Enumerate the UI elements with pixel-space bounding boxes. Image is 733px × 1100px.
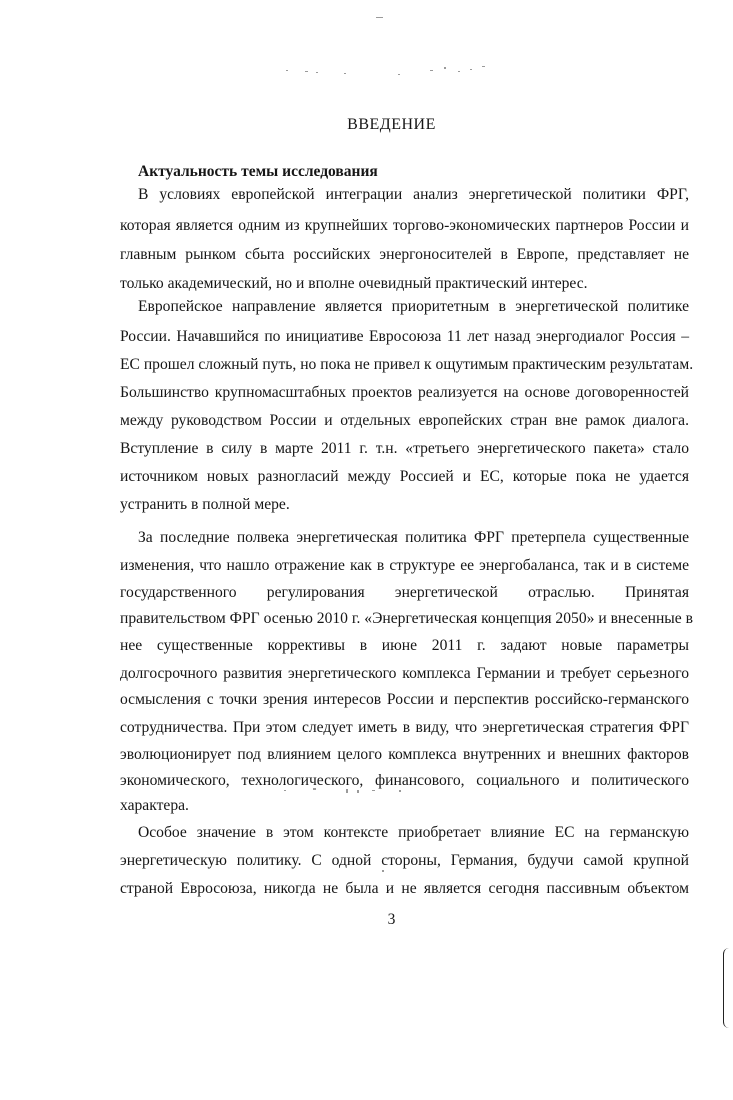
text-line: изменения, что нашло отражение как в структуре ее энергобаланса, так и в системе: [120, 557, 689, 574]
text-line: правительством ФРГ осенью 2010 г. «Энергетическая концепция 2050» и внесенные в: [120, 610, 693, 627]
text-line: устранить в полной мере.: [120, 496, 290, 513]
section-heading: Актуальность темы исследования: [138, 163, 378, 180]
scan-artifact: [286, 70, 288, 71]
text-line: источником новых разногласий между Россией и ЕС, которые пока не удается: [120, 468, 689, 485]
text-line: характера.: [120, 797, 189, 814]
text-line: Большинство крупномасштабных проектов реализуется на основе договоренностей: [120, 384, 689, 401]
scan-artifact: [444, 67, 446, 69]
scan-artifact: [305, 71, 308, 72]
text-line: Европейское направление является приоритетным в энергетической политике: [138, 298, 689, 315]
text-line: Особое значение в этом контексте приобретает влияние ЕС на германскую: [138, 824, 689, 841]
text-line: ЕС прошел сложный путь, но пока не привел к ощутимым практическим результатам.: [120, 356, 694, 373]
text-line: энергетическую политику. С одной стороны, Германия, будучи самой крупной: [120, 852, 689, 869]
scan-artifact: [482, 66, 485, 67]
text-line: государственного регулирования энергетической отраслью. Принятая: [120, 584, 689, 601]
scan-artifact: [430, 70, 433, 71]
scan-artifact: [344, 73, 346, 74]
text-line: между руководством России и отдельных европейских стран вне рамок диалога.: [120, 412, 689, 429]
text-line: главным рынком сбыта российских энергоносителей в Европе, представляет не: [120, 246, 689, 263]
scan-artifact: [470, 69, 472, 70]
text-line: долгосрочного развития энергетического комплекса Германии и требует серьезного: [120, 665, 689, 682]
page-title: ВВЕДЕНИЕ: [347, 116, 436, 133]
scan-artifact: [376, 17, 383, 18]
page-edge-mark: [723, 948, 729, 1028]
text-line: страной Евросоюза, никогда не была и не является сегодня пассивным объектом: [120, 880, 689, 897]
text-line: В условиях европейской интеграции анализ энергетической политики ФРГ,: [138, 186, 689, 203]
page-number: 3: [387, 911, 396, 928]
text-line: Вступление в силу в марте 2011 г. т.н. «третьего энергетического пакета» стало: [120, 440, 689, 457]
scan-artifact: [398, 74, 400, 75]
text-line: эволюционирует под влиянием целого комплекса внутренних и внешних факторов: [120, 746, 689, 763]
text-line: нее существенные коррективы в июне 2011 г. задают новые параметры: [120, 637, 689, 654]
scan-artifact: [316, 72, 318, 73]
text-line: сотрудничества. При этом следует иметь в виду, что энергетическая стратегия ФРГ: [120, 719, 689, 736]
text-line: За последние полвека энергетическая политика ФРГ претерпела существенные: [138, 529, 689, 546]
scan-artifact: [458, 71, 460, 72]
text-line: только академический, но и вполне очевидный практический интерес.: [120, 275, 588, 292]
text-line: осмысления с точки зрения интересов России и перспектив российско-германского: [120, 691, 689, 708]
text-line: России. Начавшийся по инициативе Евросоюза 11 лет назад энергодиалог Россия –: [120, 328, 689, 345]
text-line: экономического, технологического, финансового, социального и политического: [120, 772, 689, 789]
text-line: которая является одним из крупнейших торгово-экономических партнеров России и: [120, 217, 689, 234]
